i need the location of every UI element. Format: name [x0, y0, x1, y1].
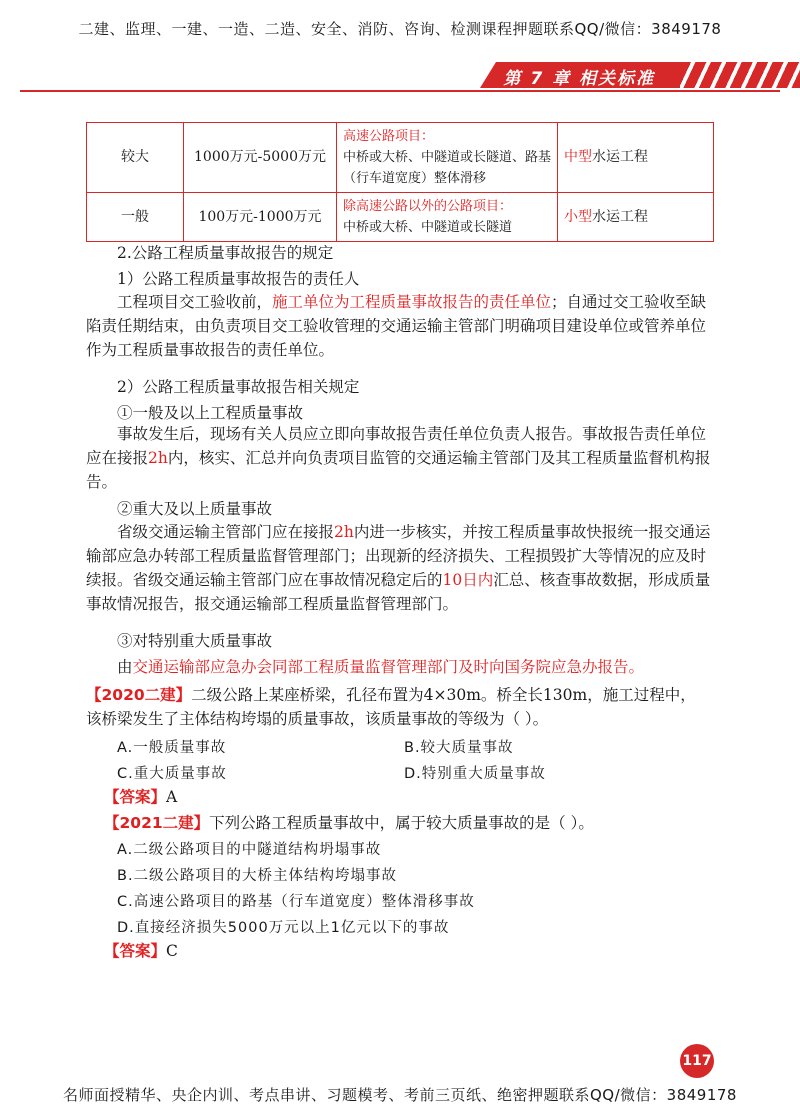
- loss-cell: 100万元-1000万元: [184, 193, 337, 242]
- highway-title: 高速公路项目：: [343, 129, 435, 144]
- case-title: ①一般及以上工程质量事故: [117, 404, 304, 422]
- option-a: A.一般质量事故: [117, 740, 227, 756]
- option-d: D.直接经济损失5000万元以上1亿元以下的事故: [117, 920, 450, 936]
- water-scale: 小型: [564, 208, 592, 225]
- question-1-stem: 【2020二建】二级公路上某座桥梁，孔径布置为4×30m。桥全长130m，施工过程中，: [86, 686, 696, 704]
- highlight-text: 2h: [334, 523, 354, 541]
- paragraph: 事故发生后，现场有关人员应立即向事故报告责任单位负责人报告。事故报告责任单位应在接报2h内，核实、汇总并向负责项目监管的交通运输主管部门及其工程质量监督机构报告。: [86, 425, 711, 491]
- subsection-title: 2）公路工程质量事故报告相关规定: [117, 378, 360, 396]
- question-tag: 【2020二建】: [86, 686, 192, 704]
- water-cell: [558, 123, 714, 193]
- answer-tag: 【答案】: [104, 942, 167, 960]
- answer-2: 【答案】C: [104, 942, 178, 960]
- question-1-stem-cont: 该桥梁发生了主体结构垮塌的质量事故，该质量事故的等级为（ ）。: [86, 710, 549, 728]
- case-title: ③对特别重大质量事故: [117, 632, 273, 650]
- paragraph: 由交通运输部应急办会同部工程质量监督管理部门及时向国务院应急办报告。: [117, 658, 645, 676]
- question-tag: 【2021二建】: [104, 814, 210, 832]
- footer-banner: 名师面授精华、央企内训、考点串讲、习题模考、考前三页纸、绝密押题联系QQ/微信：3849178: [63, 1086, 737, 1104]
- option-d: D.特别重大质量事故: [404, 766, 546, 782]
- option-c: C.重大质量事故: [117, 766, 227, 782]
- subsection-title: 1）公路工程质量事故报告的责任人: [117, 270, 360, 288]
- answer-1: 【答案】A: [104, 788, 178, 806]
- question-2-stem: 【2021二建】下列公路工程质量事故中，属于较大质量事故的是（ ）。: [104, 814, 594, 832]
- chapter-title: 第 7 章 相关标准: [503, 69, 655, 89]
- loss-cell: 1000万元-5000万元: [184, 123, 337, 193]
- highlight-text: 2h: [148, 449, 168, 467]
- chapter-stripes: [680, 62, 800, 88]
- header-banner: 二建、监理、一建、一造、二造、安全、消防、咨询、检测课程押题联系QQ/微信：3849178: [78, 20, 722, 38]
- option-b: B.二级公路项目的大桥主体结构垮塌事故: [117, 868, 398, 884]
- section-title: 2.公路工程质量事故报告的规定: [117, 244, 334, 262]
- highway-cell: [337, 193, 558, 242]
- option-a: A.二级公路项目的中隧道结构坍塌事故: [117, 842, 382, 858]
- chapter-rule: [20, 90, 780, 92]
- highway-desc: 中桥或大桥、中隧道或长隧道、路基（行车道宽度）整体滑移: [343, 150, 552, 186]
- water-type: 水运工程: [592, 208, 648, 225]
- highlight-text: 施工单位为工程质量事故报告的责任单位: [272, 293, 552, 311]
- chapter-header: [20, 60, 800, 92]
- highlight-text: 10日内: [442, 571, 494, 589]
- page-number: 117: [680, 1044, 714, 1078]
- water-cell: [558, 193, 714, 242]
- case-title: ②重大及以上质量事故: [117, 500, 273, 518]
- grade-cell: 较大: [87, 123, 184, 193]
- water-type: 水运工程: [592, 149, 648, 165]
- option-c: C.高速公路项目的路基（行车道宽度）整体滑移事故: [117, 894, 475, 910]
- highway-title: 除高速公路以外的公路项目：: [343, 199, 513, 214]
- answer-tag: 【答案】: [104, 788, 167, 806]
- highway-desc: 中桥或大桥、中隧道或长隧道: [343, 220, 513, 235]
- paragraph: 省级交通运输主管部门应在接报2h内进一步核实，并按工程质量事故快报统一报交通运输部应急办转部工程质量监督管理部门；出现新的经济损失、工程损毁扩大等情况的应及时续报。省级交通运输主管部门应在事故情况稳定后的10日内汇总、核查事故数据，形成质量事故情况报告，报交通运输部工程质量监督管理部门。: [86, 523, 711, 613]
- grade-cell: 一般: [87, 193, 184, 242]
- table-row: [87, 123, 714, 193]
- paragraph: 工程项目交工验收前，施工单位为工程质量事故报告的责任单位；自通过交工验收至缺陷责任期结束，由负责项目交工验收管理的交通运输主管部门明确项目建设单位或管养单位作为工程质量事故报告的责任单位。: [86, 293, 707, 359]
- water-scale: 中型: [564, 149, 592, 165]
- highway-cell: [337, 123, 558, 193]
- table-row: [87, 193, 714, 242]
- highlight-text: 交通运输部应急办会同部工程质量监督管理部门及时向国务院应急办报告。: [132, 658, 645, 676]
- option-b: B.较大质量事故: [404, 740, 514, 756]
- accident-grade-table: [86, 122, 714, 242]
